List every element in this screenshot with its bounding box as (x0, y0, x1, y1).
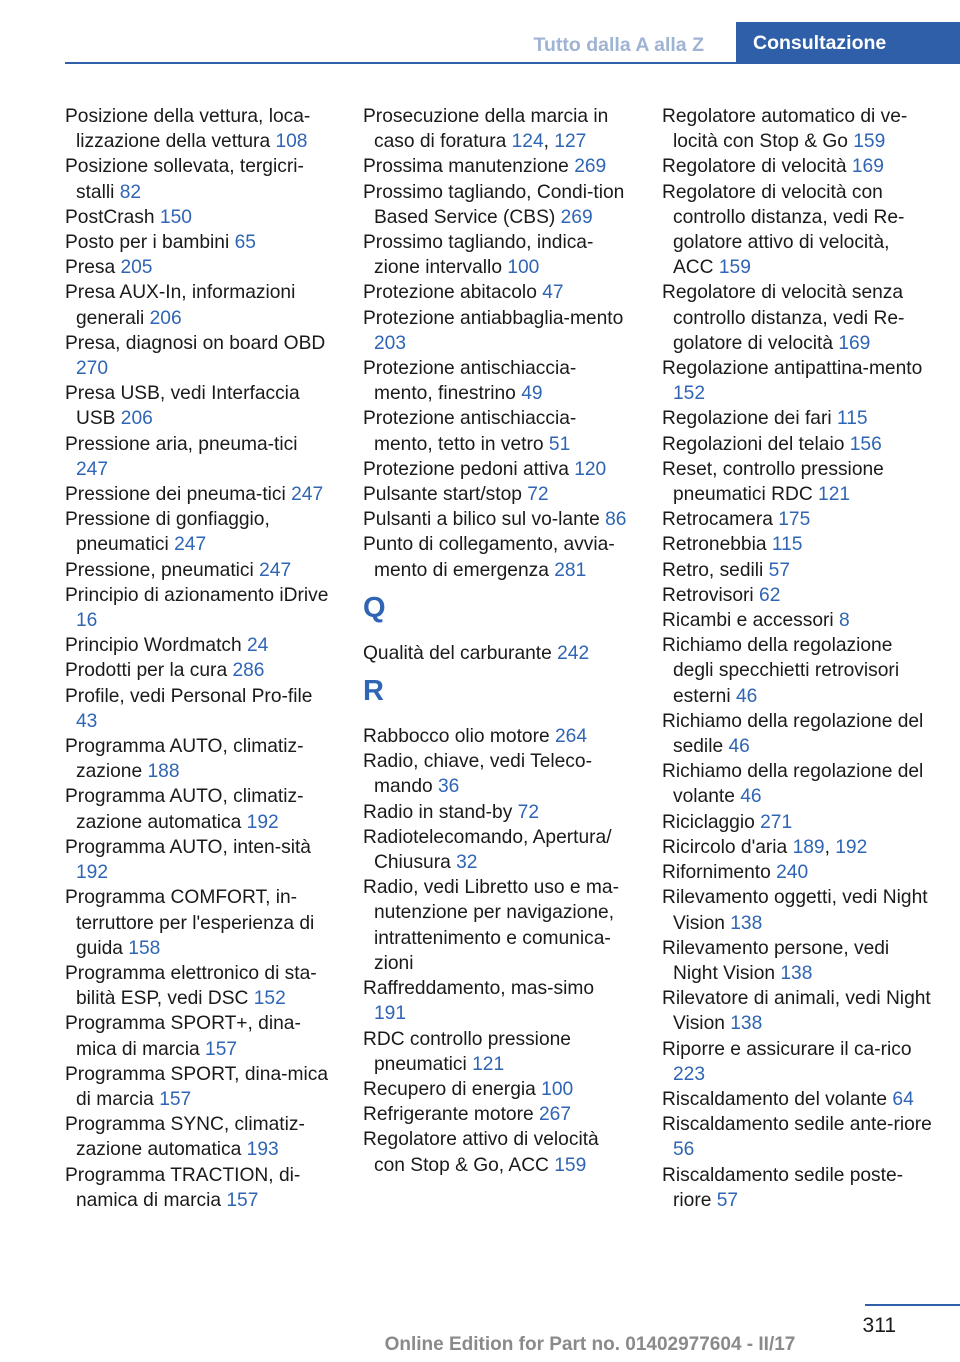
page-reference-link[interactable]: 16 (76, 610, 98, 632)
footer-rule (865, 1304, 960, 1306)
index-entry-term: Posizione sollevata, tergicri-stalli (65, 156, 304, 203)
page-reference-link[interactable]: 247 (259, 559, 292, 581)
page-reference-link[interactable]: 138 (730, 912, 763, 934)
index-entry-term: Riscaldamento sedile ante-riore (662, 1114, 932, 1136)
page-reference-link[interactable]: 65 (234, 232, 256, 254)
section-letter-r: R (363, 675, 384, 708)
index-entry (662, 104, 934, 154)
index-entry-term: Retrovisori (662, 584, 754, 606)
index-entry-term: Retro, sedili (662, 559, 764, 581)
page-reference-link[interactable]: 32 (456, 852, 478, 874)
page-reference-link[interactable]: 240 (776, 862, 809, 884)
page-reference-link[interactable]: 100 (507, 257, 540, 279)
page-reference-link[interactable]: 191 (374, 1003, 407, 1025)
index-entry-term: Richiamo della regolazione degli specchietti retrovisori esterni (662, 635, 900, 707)
index-column-2 (363, 104, 631, 1178)
index-entry-term: Riciclaggio (662, 811, 755, 833)
page-reference-link[interactable]: 169 (838, 332, 871, 354)
index-entry (65, 885, 333, 961)
section-letter-q: Q (363, 591, 386, 624)
index-entry (65, 961, 333, 1011)
index-entry (363, 1102, 631, 1127)
index-entry (363, 457, 631, 482)
index-entry (662, 558, 934, 583)
page-reference-link[interactable]: 115 (771, 534, 803, 556)
page-reference-link[interactable]: 82 (119, 181, 142, 203)
index-entry-term: Protezione abitacolo (363, 282, 537, 304)
index-entry-term: Presa (65, 257, 116, 279)
index-entry (363, 532, 631, 582)
index-entry-term: Programma AUTO, inten-sità (65, 836, 311, 858)
page-reference-link[interactable]: 156 (849, 433, 882, 455)
index-entry-term: Recupero di energia (363, 1078, 536, 1100)
index-entry-term: Regolatore automatico di ve-locità con Stop & Go (662, 106, 908, 153)
index-entry (662, 608, 934, 633)
page-reference-link[interactable]: 192 (76, 862, 109, 884)
index-entry-term: Rilevamento persone, vedi Night Vision (662, 937, 890, 984)
page-reference-link[interactable]: 51 (548, 433, 571, 455)
page-reference-link[interactable]: 150 (159, 206, 192, 228)
index-entry-term: Pressione di gonfiaggio, pneumatici (65, 509, 270, 556)
page-reference-link[interactable]: 100 (541, 1078, 574, 1100)
index-entry-term: Richiamo della regolazione del volante (662, 761, 924, 808)
index-entry (363, 825, 631, 875)
index-entry-term: Refrigerante motore (363, 1104, 534, 1126)
index-entry (363, 875, 631, 976)
index-entry (65, 432, 333, 482)
page-reference-link[interactable]: 127 (554, 131, 587, 153)
index-entry-term: Protezione antischiaccia-mento, tetto in vetro (363, 408, 577, 455)
index-entry (65, 205, 333, 230)
page-reference-link[interactable]: 157 (205, 1038, 238, 1060)
index-entry-term: Posto per i bambini (65, 232, 230, 254)
page-reference-link[interactable]: 264 (555, 726, 588, 748)
index-entry (65, 381, 333, 431)
index-entry-term: Rilevamento oggetti, vedi Night Vision (662, 887, 928, 934)
index-entry (65, 280, 333, 330)
index-entry (662, 936, 934, 986)
index-entry-term: Radio, chiave, vedi Teleco-mando (363, 751, 592, 798)
index-entry (363, 724, 631, 749)
index-entry (65, 255, 333, 280)
index-entry (65, 684, 333, 734)
page-reference-link[interactable]: 24 (247, 635, 269, 657)
page-reference-link[interactable]: 46 (728, 736, 750, 758)
index-entry-term: Prodotti per la cura (65, 660, 228, 682)
page-reference-link[interactable]: 175 (778, 509, 811, 531)
page-reference-link[interactable]: 242 (557, 642, 590, 664)
header-section-title: Tutto dalla A alla Z (533, 33, 704, 56)
index-entry-term: Qualità del carburante (363, 642, 552, 664)
page-reference-link[interactable]: 86 (605, 509, 627, 531)
page-reference-link[interactable]: 57 (716, 1189, 739, 1211)
page-reference-link[interactable]: 157 (226, 1189, 259, 1211)
index-entry-term: Principio Wordmatch (65, 635, 242, 657)
index-list-p (363, 104, 631, 583)
page-reference-link[interactable]: 56 (673, 1139, 695, 1161)
index-entry-term: Regolatore di velocità (662, 156, 847, 178)
page-reference-link[interactable]: 57 (768, 559, 790, 581)
index-entry (65, 104, 333, 154)
page-reference-link[interactable]: 62 (759, 584, 781, 606)
index-entry-term: Richiamo della regolazione del sedile (662, 710, 924, 758)
index-entry (65, 835, 333, 885)
index-entry-term: Presa AUX-In, informazioni generali (65, 282, 296, 329)
index-entry (662, 885, 934, 935)
page-reference-link[interactable]: 138 (780, 962, 813, 984)
index-entry-term: Regolatore di velocità senza controllo distanza, vedi Re-golatore di velocità (662, 282, 905, 354)
page-reference-link[interactable]: 206 (120, 408, 153, 430)
index-entry (65, 154, 333, 204)
index-entry (65, 1011, 333, 1061)
index-entry (662, 709, 934, 759)
page-reference-link[interactable]: 72 (527, 484, 549, 506)
page-reference-link[interactable]: 192 (246, 811, 279, 833)
page-reference-link[interactable]: 193 (246, 1139, 279, 1161)
page-reference-link[interactable]: 64 (892, 1088, 914, 1110)
page-reference-link[interactable]: 247 (76, 458, 109, 480)
index-entry-term: Protezione antiabbaglia-mento (363, 307, 624, 329)
index-entry (662, 986, 934, 1036)
index-list-r (363, 724, 631, 1178)
index-entry-term: Presa, diagnosi on board OBD (65, 332, 326, 354)
index-entry-term: Programma elettronico di sta-bilità ESP, vedi DSC (65, 962, 317, 1010)
index-entry-term: Radiotelecomando, Apertura/ Chiusura (363, 826, 612, 874)
page-reference-link[interactable]: 281 (554, 559, 587, 581)
index-entry-term: Pulsanti a bilico sul vo-lante (363, 509, 600, 531)
page-reference-link[interactable]: 159 (718, 257, 751, 279)
index-entry (363, 280, 631, 305)
page-reference-link[interactable]: 121 (818, 484, 851, 506)
page-reference-link[interactable]: 47 (542, 282, 564, 304)
page-reference-link[interactable]: 286 (232, 660, 265, 682)
index-entry (662, 280, 934, 356)
page-reference-link[interactable]: 158 (128, 937, 161, 959)
index-entry-term: Programma COMFORT, in-terruttore per l'esperienza di guida (65, 887, 315, 959)
page-reference-link[interactable]: 46 (735, 685, 758, 707)
index-entry-term: RDC controllo pressione pneumatici (363, 1028, 571, 1075)
index-entry (662, 1163, 934, 1213)
index-entry-term: Programma SYNC, climatiz-zazione automatica (65, 1114, 305, 1161)
index-entry-term: Riporre e assicurare il ca-rico (662, 1038, 912, 1060)
page-reference-link[interactable]: 271 (760, 811, 793, 833)
index-entry (65, 784, 333, 834)
index-entry (662, 432, 934, 457)
index-entry-term: Ricircolo d'aria (662, 836, 788, 858)
index-entry: Ricircolo d'aria 189, 192 (662, 836, 868, 858)
index-entry (363, 356, 631, 406)
index-entry-term: Rilevatore di animali, vedi Night Vision (662, 988, 931, 1035)
index-entry-term: Punto di collegamento, avvia-mento di emergenza (363, 534, 615, 581)
index-entry-term: Riscaldamento del volante (662, 1088, 888, 1110)
index-entry-term: Posizione della vettura, loca-lizzazione della vettura (65, 106, 311, 153)
index-entry-term: Programma AUTO, climatiz-zazione (65, 736, 304, 783)
index-entry (662, 356, 934, 406)
index-entry (65, 1062, 333, 1112)
index-entry (662, 860, 934, 885)
index-entry (662, 633, 934, 709)
index-entry-term: Programma AUTO, climatiz-zazione automatica (65, 786, 304, 833)
page-reference-link[interactable]: 192 (835, 836, 868, 858)
index-entry (65, 507, 333, 557)
index-entry-term: Ricambi e accessori (662, 610, 834, 632)
index-entry (363, 306, 631, 356)
header-rule (65, 62, 960, 64)
page-reference-link[interactable]: 205 (120, 257, 153, 279)
index-entry (65, 331, 333, 381)
index-entry-term: Regolatore attivo di velocità con Stop & Go, ACC (363, 1129, 599, 1176)
index-column-3 (662, 104, 934, 1213)
index-entry (65, 1163, 333, 1213)
index-entry (363, 482, 631, 507)
index-entry-term: PostCrash (65, 206, 155, 228)
page-reference-link[interactable]: 124 (511, 131, 544, 153)
index-entry-term: Retrocamera (662, 509, 773, 531)
index-entry-term: Profile, vedi Personal Pro-file (65, 685, 313, 707)
index-entry (662, 1037, 934, 1087)
index-entry (65, 583, 333, 633)
index-entry: Prosecuzione della marcia in caso di foratura 124, 127 (363, 106, 609, 153)
page-reference-link[interactable]: 206 (149, 307, 182, 329)
index-entry-term: Rifornimento (662, 862, 771, 884)
index-entry (65, 633, 333, 658)
index-entry-term: Regolatore di velocità con controllo distanza, vedi Re-golatore attivo di velocità, ACC (662, 181, 905, 279)
index-entry-term: Radio in stand-by (363, 801, 513, 823)
page-reference-link[interactable]: 270 (76, 358, 109, 380)
index-entry-term: Protezione pedoni attiva (363, 458, 569, 480)
page-reference-link[interactable]: 247 (174, 534, 207, 556)
index-entry-term: Raffreddamento, mas-simo (363, 978, 595, 1000)
index-entry (65, 1112, 333, 1162)
index-entry (662, 1087, 934, 1112)
page-reference-link[interactable]: 49 (521, 383, 543, 405)
page-reference-link[interactable]: 247 (291, 484, 324, 506)
index-entry (363, 749, 631, 799)
index-entry-term: Radio, vedi Libretto uso e ma-nutenzione per navigazione, intrattenimento e comunica-zioni (363, 877, 619, 974)
index-entry (65, 558, 333, 583)
page-reference-link[interactable]: 115 (836, 408, 868, 430)
index-entry (662, 532, 934, 557)
index-entry (662, 406, 934, 431)
page-reference-link[interactable]: 43 (76, 710, 98, 732)
index-entry (363, 641, 631, 666)
index-entry (65, 230, 333, 255)
index-entry-term: Prosecuzione della marcia in caso di foratura (363, 106, 609, 153)
index-entry-term: Reset, controllo pressione pneumatici RDC (662, 458, 884, 506)
index-entry (363, 976, 631, 1026)
index-entry-term: Regolazioni del telaio (662, 433, 845, 455)
index-entry (65, 482, 333, 507)
page-reference-link[interactable]: 269 (560, 206, 593, 228)
footer-edition: Online Edition for Part no. 01402977604 - II/17 (384, 1334, 796, 1355)
page-reference-link[interactable]: 108 (275, 131, 308, 153)
page-reference-link[interactable]: 189 (792, 836, 825, 858)
page-reference-link[interactable]: 157 (159, 1088, 192, 1110)
index-entry (662, 507, 934, 532)
index-entry-term: Pulsante start/stop (363, 484, 522, 506)
index-entry-term: Prossimo tagliando, Condi-tion Based Service (CBS) (363, 181, 625, 228)
page-reference-link[interactable]: 203 (374, 332, 407, 354)
page-reference-link[interactable]: 223 (673, 1063, 706, 1085)
index-entry (363, 800, 631, 825)
page-reference-link[interactable]: 267 (538, 1104, 571, 1126)
index-entry-term: Pressione, pneumatici (65, 559, 254, 581)
index-entry (662, 810, 934, 835)
index-entry (363, 507, 631, 532)
index-entry (363, 406, 631, 456)
index-entry (363, 1077, 631, 1102)
index-entry (662, 180, 934, 281)
index-column-1 (65, 104, 333, 1213)
index-entry (662, 759, 934, 809)
index-entry (65, 658, 333, 683)
page-reference-link[interactable]: 138 (730, 1013, 763, 1035)
index-entry-term: Programma SPORT, dina-mica di marcia (65, 1063, 329, 1110)
page-reference-link[interactable]: 72 (517, 801, 540, 823)
page-reference-link[interactable]: 159 (853, 131, 886, 153)
index-entry-term: Regolazione antipattina-mento (662, 358, 923, 380)
index-entry-term: Prossima manutenzione (363, 156, 569, 178)
index-entry-term: Rabbocco olio motore (363, 726, 550, 748)
index-entry-term: Programma SPORT+, dina-mica di marcia (65, 1013, 301, 1060)
index-entry (363, 1027, 631, 1077)
page-reference-link[interactable]: 159 (554, 1154, 587, 1176)
index-entry (662, 1112, 934, 1162)
page-reference-link[interactable]: 188 (147, 761, 180, 783)
page-reference-link[interactable]: 152 (253, 988, 286, 1010)
index-entry (65, 734, 333, 784)
page-reference-link[interactable]: 46 (740, 786, 762, 808)
page-number: 311 (862, 1314, 896, 1337)
page-reference-link[interactable]: 121 (472, 1053, 505, 1075)
page-reference-link[interactable]: 8 (839, 610, 850, 632)
index-entry-term: Principio di azionamento iDrive (65, 584, 329, 606)
index-entry (363, 230, 631, 280)
index-entry (363, 180, 631, 230)
index-entry-term: Protezione antischiaccia-mento, finestrino (363, 358, 577, 405)
page-reference-link[interactable]: 152 (673, 383, 706, 405)
index-entry (363, 154, 631, 179)
index-entry-term: Programma TRACTION, di-namica di marcia (65, 1164, 301, 1211)
index-list-q (363, 641, 631, 666)
index-entry (662, 154, 934, 179)
page-reference-link[interactable]: 169 (851, 156, 884, 178)
index-entry-term: Pressione dei pneuma-tici (65, 484, 286, 506)
index-entry-term: Presa USB, vedi Interfaccia USB (65, 383, 300, 430)
index-entry-term: Pressione aria, pneuma-tici (65, 433, 298, 455)
page-reference-link[interactable]: 120 (574, 458, 607, 480)
page-reference-link[interactable]: 269 (574, 156, 607, 178)
index-entry (662, 583, 934, 608)
index-entry (363, 1127, 631, 1177)
index-entry (662, 457, 934, 507)
page-reference-link[interactable]: 36 (438, 776, 460, 798)
index-entry-term: Regolazione dei fari (662, 408, 832, 430)
index-entry-term: Retronebbia (662, 534, 767, 556)
index-entry-term: Prossimo tagliando, indica-zione intervallo (363, 232, 594, 279)
index-entry-term: Riscaldamento sedile poste-riore (662, 1164, 904, 1211)
header-tab: Consultazione (736, 22, 960, 64)
